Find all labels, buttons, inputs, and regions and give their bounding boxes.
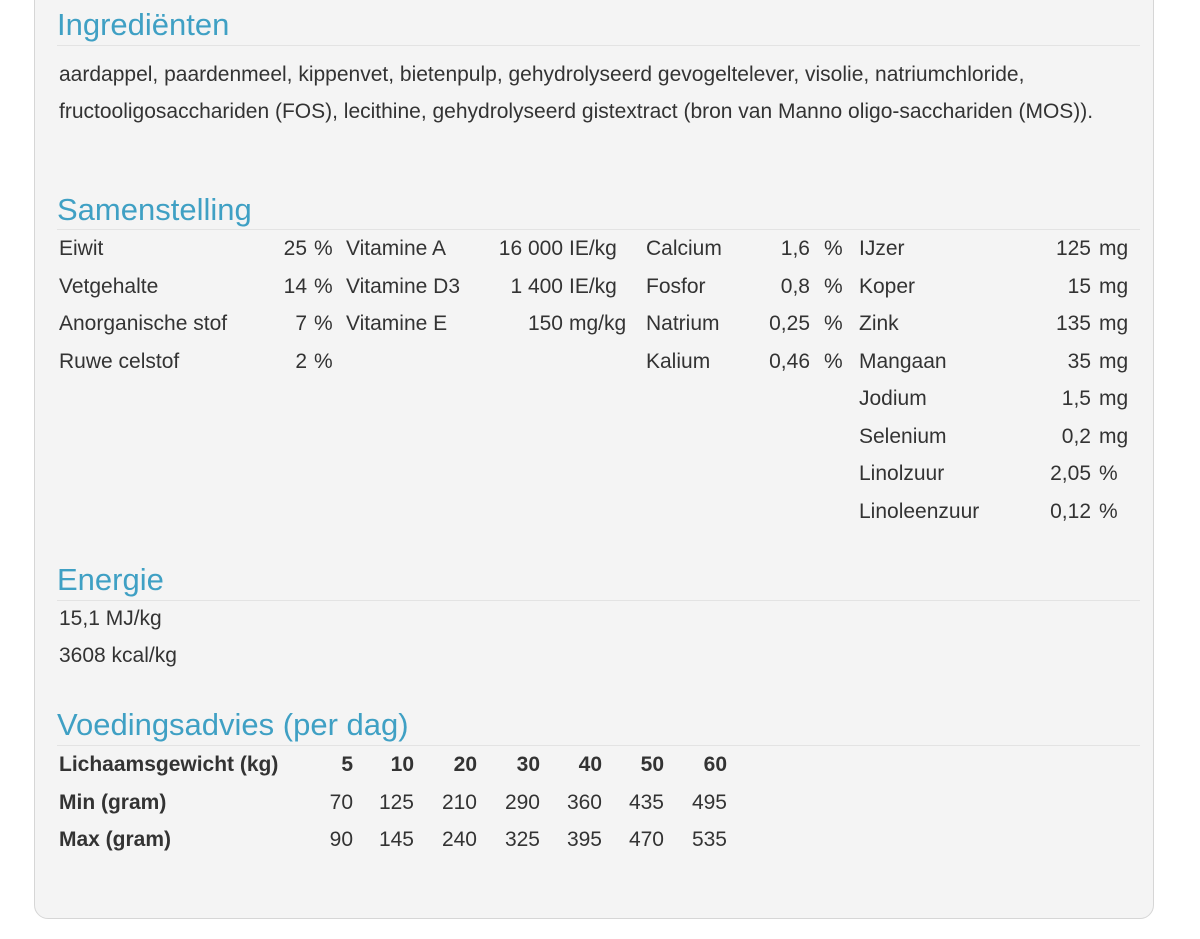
composition-item-unit: %	[824, 275, 843, 298]
feeding-row-label: Min (gram)	[59, 791, 167, 814]
composition-item-value: 1,5	[1061, 387, 1091, 410]
composition-item-unit: %	[1099, 500, 1118, 523]
feeding-cell: 495	[691, 791, 727, 814]
feeding-cell: 70	[329, 791, 353, 814]
composition-item-value: 7	[295, 312, 307, 335]
feeding-cell: 470	[628, 828, 664, 851]
composition-item-name: Mangaan	[859, 350, 947, 373]
composition-item-name: Fosfor	[646, 275, 706, 298]
composition-item-unit: %	[824, 237, 843, 260]
composition-item-unit: %	[314, 275, 333, 298]
composition-item-name: Selenium	[859, 425, 947, 448]
composition-item-unit: mg	[1099, 387, 1129, 410]
composition-item-name: Calcium	[646, 237, 722, 260]
composition-item-unit: %	[314, 237, 333, 260]
composition-item-name: Ruwe celstof	[59, 350, 180, 373]
content-panel	[34, 0, 1154, 919]
feeding-cell: 240	[441, 828, 477, 851]
composition-item-unit: mg	[1099, 425, 1129, 448]
composition-item-value: 2,05	[1050, 462, 1091, 485]
energy-mj: 15,1 MJ/kg	[59, 607, 162, 630]
ingredients-divider	[57, 45, 1140, 46]
feeding-cell: 290	[504, 791, 540, 814]
composition-item-value: 135	[1055, 312, 1091, 335]
feeding-header-label: Lichaamsgewicht (kg)	[59, 753, 279, 776]
composition-item-value: 0,8	[780, 275, 810, 298]
feeding-row-label: Max (gram)	[59, 828, 172, 851]
composition-item-value: 14	[283, 275, 307, 298]
composition-item-unit: mg	[1099, 350, 1129, 373]
energy-kcal: 3608 kcal/kg	[59, 644, 177, 667]
composition-item-name: Natrium	[646, 312, 720, 335]
composition-item-unit: %	[1099, 462, 1118, 485]
composition-item-value: 0,25	[769, 312, 810, 335]
composition-item-unit: mg	[1099, 275, 1129, 298]
composition-item-name: Vetgehalte	[59, 275, 159, 298]
feeding-cell: 125	[378, 791, 414, 814]
composition-item-value: 2	[295, 350, 307, 373]
composition-item-unit: %	[824, 312, 843, 335]
composition-item-value: 125	[1055, 237, 1091, 260]
composition-item-name: Vitamine E	[346, 312, 448, 335]
composition-item-value: 15	[1067, 275, 1091, 298]
composition-item-value: 0,2	[1061, 425, 1091, 448]
composition-item-value: 0,46	[769, 350, 810, 373]
energy-heading: Energie	[57, 562, 164, 597]
feeding-cell: 325	[504, 828, 540, 851]
composition-item-value: 25	[283, 237, 307, 260]
composition-item-name: Koper	[859, 275, 916, 298]
ingredients-text: aardappel, paardenmeel, kippenvet, bietenpulp, gehydrolyseerd gevogeltelever, visolie, natriumchloride, fructooligosacchariden (FOS), lecithine, gehydrolyseerd gistextract (bron van Manno oligo-sacchariden (MOS)).	[59, 63, 1094, 123]
composition-item-name: Anorganische stof	[59, 312, 228, 335]
feeding-cell: 90	[329, 828, 353, 851]
feeding-header-weight: 50	[640, 753, 664, 776]
composition-item-name: Kalium	[646, 350, 711, 373]
feeding-cell: 395	[566, 828, 602, 851]
feeding-cell: 435	[628, 791, 664, 814]
composition-divider	[57, 229, 1140, 230]
composition-item-value: 150	[527, 312, 563, 335]
composition-item-unit: mg	[1099, 237, 1129, 260]
composition-item-name: Jodium	[859, 387, 927, 410]
composition-item-value: 35	[1067, 350, 1091, 373]
feeding-header-weight: 5	[341, 753, 353, 776]
composition-item-name: Linoleenzuur	[859, 500, 980, 523]
composition-item-unit: %	[314, 312, 333, 335]
composition-item-value: 1 400	[510, 275, 563, 298]
composition-item-name: IJzer	[859, 237, 905, 260]
feeding-cell: 145	[378, 828, 414, 851]
composition-item-unit: mg	[1099, 312, 1129, 335]
composition-item-unit: IE/kg	[569, 237, 617, 260]
feeding-header-weight: 10	[390, 753, 414, 776]
feeding-header-weight: 30	[516, 753, 540, 776]
energy-divider	[57, 600, 1140, 601]
feeding-header-weight: 60	[703, 753, 727, 776]
composition-item-name: Eiwit	[59, 237, 104, 260]
composition-item-value: 16 000	[498, 237, 563, 260]
composition-item-unit: IE/kg	[569, 275, 617, 298]
feeding-cell: 360	[566, 791, 602, 814]
composition-item-name: Zink	[859, 312, 899, 335]
ingredients-heading: Ingrediënten	[57, 7, 230, 42]
feeding-heading: Voedingsadvies (per dag)	[57, 707, 409, 742]
composition-item-unit: mg/kg	[569, 312, 627, 335]
composition-item-value: 1,6	[780, 237, 810, 260]
composition-item-unit: %	[824, 350, 843, 373]
feeding-header-weight: 20	[453, 753, 477, 776]
composition-heading: Samenstelling	[57, 192, 252, 227]
feeding-header-weight: 40	[578, 753, 602, 776]
composition-item-value: 0,12	[1050, 500, 1091, 523]
composition-item-name: Vitamine A	[346, 237, 447, 260]
feeding-cell: 210	[441, 791, 477, 814]
composition-item-unit: %	[314, 350, 333, 373]
feeding-cell: 535	[691, 828, 727, 851]
composition-item-name: Vitamine D3	[346, 275, 461, 298]
composition-item-name: Linolzuur	[859, 462, 945, 485]
feeding-divider	[57, 745, 1140, 746]
